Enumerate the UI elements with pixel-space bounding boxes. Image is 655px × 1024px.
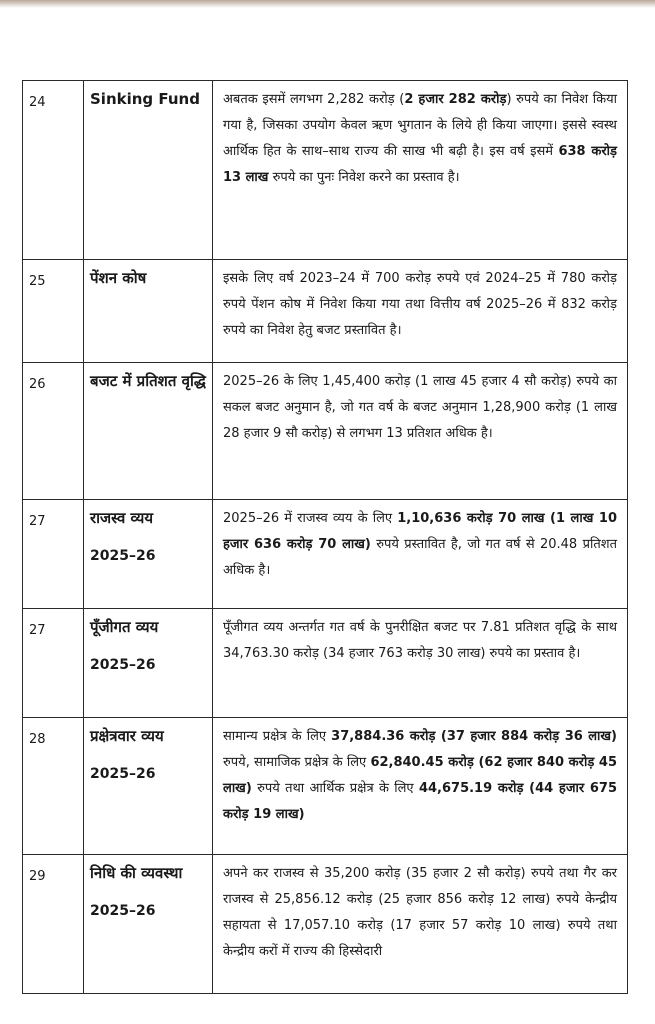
description-bold-segment: 62,840.45 करोड़ (62 हजार 840 करोड़ 45 लाख): [223, 755, 617, 796]
row-subject: [84, 81, 213, 260]
table-row: [23, 718, 628, 855]
description-text-segment: 2025–26 में राजस्व व्यय के लिए: [223, 511, 398, 526]
table-row: [23, 609, 628, 718]
description-text-segment: इसके लिए वर्ष 2023–24 में 700 करोड़ रुपये एवं 2024–25 में 780 करोड़ रुपये पेंशन कोष में निवेश किया गया तथा वित्तीय वर्ष 2025–26 में 832 करोड़ रुपये का निवेश हेतु बजट प्रस्तावित है।: [223, 271, 617, 338]
row-description: [213, 363, 628, 500]
subject-title: पेंशन कोष: [90, 269, 147, 287]
row-subject: [84, 260, 213, 363]
page-top-edge: [0, 0, 655, 8]
subject-year: 2025–26: [90, 548, 156, 564]
description-bold-segment: 37,884.36 करोड़ (37 हजार 884 करोड़ 36 लाख): [331, 729, 617, 744]
row-description: [213, 81, 628, 260]
subject-year: 2025–26: [90, 903, 156, 919]
subject-title: बजट में प्रतिशत वृद्धि: [90, 372, 206, 390]
description-text-segment: रुपये तथा आर्थिक प्रक्षेत्र के लिए: [251, 781, 419, 796]
subject-title: राजस्व व्यय: [90, 509, 154, 527]
row-number: 27: [23, 609, 84, 718]
table-row: [23, 855, 628, 994]
description-text-segment: अबतक इसमें लगभग 2,282 करोड़ (: [223, 92, 405, 107]
row-number: 25: [23, 260, 84, 363]
table-row: [23, 500, 628, 609]
row-description: [213, 609, 628, 718]
row-subject: [84, 718, 213, 855]
description-text-segment: पूँजीगत व्यय अन्तर्गत गत वर्ष के पुनरीक्षित बजट पर 7.81 प्रतिशत वृद्धि के साथ 34,763.30 करोड़ (34 हजार 763 करोड़ 30 लाख) रुपये का प्रस्ताव है।: [223, 620, 617, 661]
description-bold-segment: 638 करोड़ 13 लाख: [223, 144, 617, 185]
description-bold-segment: 2 हजार 282 करोड़: [404, 92, 507, 107]
row-number: 28: [23, 718, 84, 855]
row-description: [213, 500, 628, 609]
subject-year: 2025–26: [90, 766, 156, 782]
row-subject: [84, 500, 213, 609]
row-subject: [84, 363, 213, 500]
description-text-segment: सामान्य प्रक्षेत्र के लिए: [223, 729, 332, 744]
table-row: [23, 363, 628, 500]
row-subject: [84, 855, 213, 994]
description-text-segment: ) रुपये का निवेश किया गया है, जिसका उपयोग केवल ऋण भुगतान के लिये ही किया जाएगा। इससे स्वस्थ आर्थिक हित के साथ–साथ राज्य की साख भी बढ़ी है। इस वर्ष इसमें: [223, 92, 617, 159]
description-bold-segment: 1,10,636 करोड़ 70 लाख (1 लाख 10 हजार 636 करोड़ 70 लाख): [223, 511, 617, 552]
subject-title: प्रक्षेत्रवार व्यय: [90, 727, 164, 745]
row-number: 26: [23, 363, 84, 500]
row-description: [213, 718, 628, 855]
row-number: 27: [23, 500, 84, 609]
table-row: [23, 81, 628, 260]
description-text-segment: अपने कर राजस्व से 35,200 करोड़ (35 हजार 2 सौ करोड़) रुपये तथा गैर कर राजस्व से 25,856.12 करोड़ (25 हजार 856 करोड़ 12 लाख) रुपये केन्द्रीय सहायता से 17,057.10 करोड़ (17 हजार 57 करोड़ 10 लाख) रुपये तथा केन्द्रीय करों में राज्य की हिस्सेदारी: [223, 866, 617, 959]
row-description: [213, 260, 628, 363]
row-description: [213, 855, 628, 994]
table-row: [23, 260, 628, 363]
budget-highlights-table: [22, 80, 628, 994]
subject-title: Sinking Fund: [90, 90, 200, 108]
subject-title: पूँजीगत व्यय: [90, 618, 159, 636]
description-text-segment: रुपये, सामाजिक प्रक्षेत्र के लिए: [223, 755, 371, 770]
row-subject: [84, 609, 213, 718]
row-number: 29: [23, 855, 84, 994]
description-text-segment: 2025–26 के लिए 1,45,400 करोड़ (1 लाख 45 हजार 4 सौ करोड़) रुपये का सकल बजट अनुमान है, जो गत वर्ष के बजट अनुमान 1,28,900 करोड़ (1 लाख 28 हजार 9 सौ करोड़) से लगभग 13 प्रतिशत अधिक है।: [223, 374, 617, 441]
subject-year: 2025–26: [90, 657, 156, 673]
description-text-segment: रुपये प्रस्तावित है, जो गत वर्ष से 20.48 प्रतिशत अधिक है।: [223, 537, 617, 578]
subject-title: निधि की व्यवस्था: [90, 864, 183, 882]
description-bold-segment: 44,675.19 करोड़ (44 हजार 675 करोड़ 19 लाख): [223, 781, 618, 822]
description-text-segment: रुपये का पुनः निवेश करने का प्रस्ताव है।: [268, 170, 460, 185]
row-number: 24: [23, 81, 84, 260]
